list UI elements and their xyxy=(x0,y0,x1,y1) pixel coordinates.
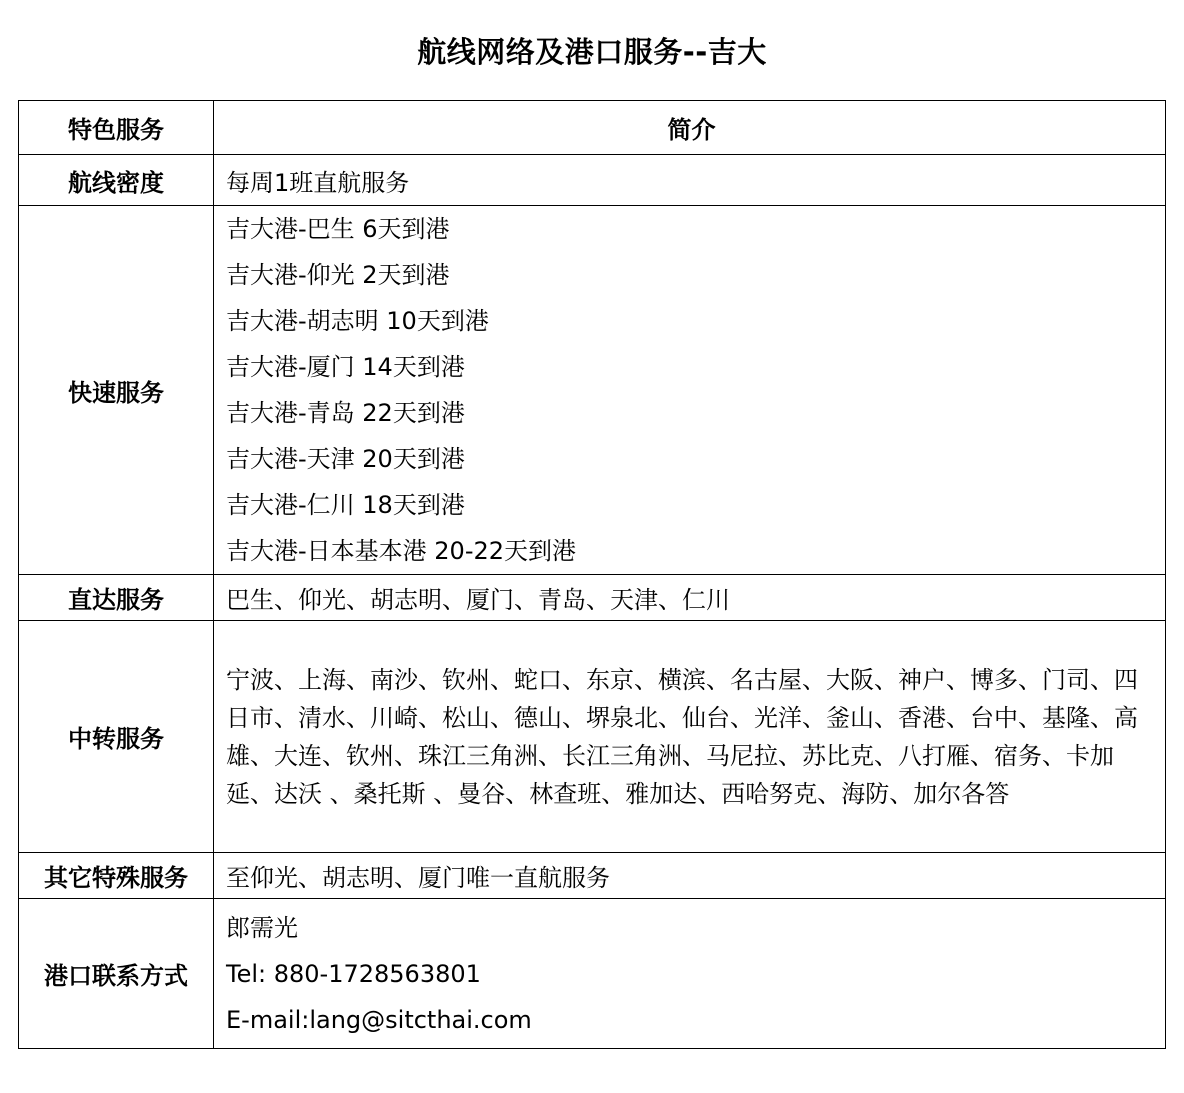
express-route-line: 吉大港-青岛 22天到港 xyxy=(226,399,465,427)
value-port-contact xyxy=(214,899,1166,1049)
value-express-service xyxy=(214,206,1166,575)
label-special-service: 其它特殊服务 xyxy=(19,853,214,899)
value-route-density: 每周1班直航服务 xyxy=(214,155,1166,206)
contact-email: E-mail:lang@sitcthai.com xyxy=(226,1005,532,1034)
contact-name: 郎需光 xyxy=(226,913,298,942)
value-transit-service xyxy=(214,621,1166,853)
value-special-service: 至仰光、胡志明、厦门唯一直航服务 xyxy=(214,853,1166,899)
express-route-line: 吉大港-仰光 2天到港 xyxy=(226,261,450,289)
express-route-line: 吉大港-巴生 6天到港 xyxy=(226,215,450,243)
table-row-transit xyxy=(19,621,1166,853)
service-table xyxy=(18,100,1166,1049)
value-direct-service: 巴生、仰光、胡志明、厦门、青岛、天津、仁川 xyxy=(214,575,1166,621)
express-route-line: 吉大港-厦门 14天到港 xyxy=(226,353,465,381)
table-row-direct xyxy=(19,575,1166,621)
table-row-express xyxy=(19,206,1166,575)
label-route-density: 航线密度 xyxy=(19,155,214,206)
contact-tel: Tel: 880-1728563801 xyxy=(226,959,481,988)
table-header-row xyxy=(19,101,1166,155)
table-row-density xyxy=(19,155,1166,206)
label-transit-service: 中转服务 xyxy=(19,621,214,853)
header-feature-service: 特色服务 xyxy=(19,101,214,155)
label-express-service: 快速服务 xyxy=(19,206,214,575)
table-row-contact xyxy=(19,899,1166,1049)
label-port-contact: 港口联系方式 xyxy=(19,899,214,1049)
page-title: 航线网络及港口服务--吉大 xyxy=(417,35,767,69)
express-route-line: 吉大港-胡志明 10天到港 xyxy=(226,307,489,335)
express-route-line: 吉大港-仁川 18天到港 xyxy=(226,491,465,519)
express-route-line: 吉大港-天津 20天到港 xyxy=(226,445,465,473)
header-description: 简介 xyxy=(214,101,1166,155)
table-row-special xyxy=(19,853,1166,899)
express-route-line: 吉大港-日本基本港 20-22天到港 xyxy=(226,537,577,565)
transit-ports-text: 宁波、上海、南沙、钦州、蛇口、东京、横滨、名古屋、大阪、神户、博多、门司、四日市、清水、川崎、松山、德山、堺泉北、仙台、光洋、釜山、香港、台中、基隆、高雄、大连、钦州、珠江三角洲、长江三角洲、马尼拉、苏比克、八打雁、宿务、卡加延、达沃 、桑托斯 、曼谷、林查班、雅加达、西哈努克、海防、加尔各答 xyxy=(226,665,1138,808)
label-direct-service: 直达服务 xyxy=(19,575,214,621)
